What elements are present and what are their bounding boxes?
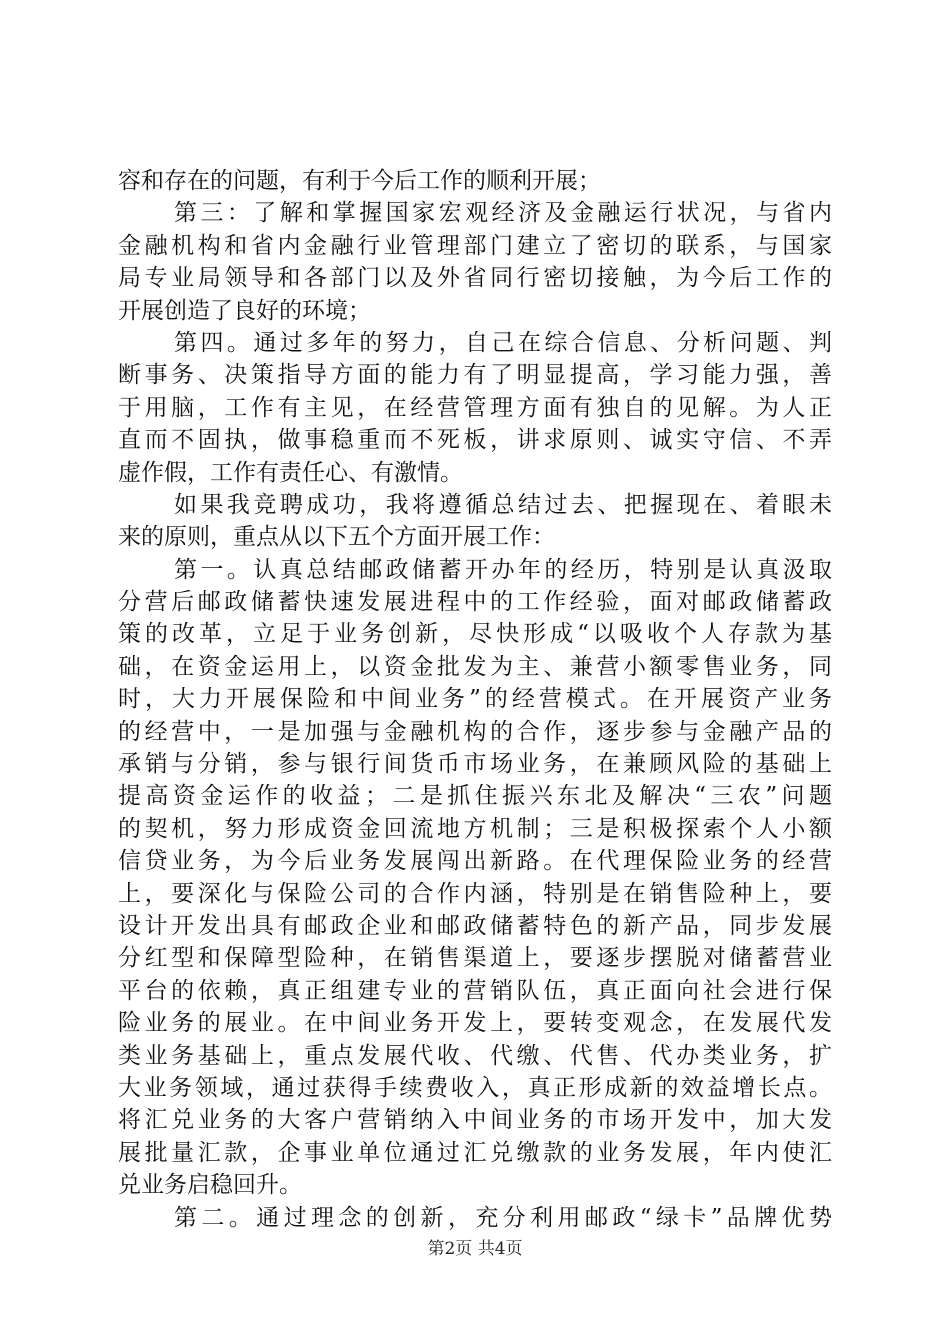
text-line: 承销与分销，参与银行间货币市场业务，在兼顾风险的基础上	[118, 751, 832, 778]
text-line: 第一。认真总结邮政储蓄开办年的经历，特别是认真汲取	[174, 556, 832, 583]
text-line: 第二。通过理念的创新，充分利用邮政“绿卡”品牌优势	[174, 1204, 832, 1231]
text-line: 信贷业务，为今后业务发展闯出新路。在代理保险业务的经营	[118, 848, 832, 875]
text-line: 策的改革，立足于业务创新，尽快形成“以吸收个人存款为基	[118, 621, 832, 648]
text-line: 设计开发出具有邮政企业和邮政储蓄特色的新产品，同步发展	[118, 912, 832, 939]
text-line: 险业务的展业。在中间业务开发上，要转变观念，在发展代发	[118, 1010, 832, 1037]
text-line: 断事务、决策指导方面的能力有了明显提高，学习能力强，善	[118, 362, 832, 389]
text-line: 于用脑，工作有主见，在经营管理方面有独自的见解。为人正	[118, 394, 832, 421]
text-line: 虚作假，工作有责任心、有激情。	[118, 459, 463, 486]
text-line: 上，要深化与保险公司的合作内涵，特别是在销售险种上，要	[118, 880, 832, 907]
text-line: 将汇兑业务的大客户营销纳入中间业务的市场开发中，加大发	[118, 1107, 832, 1134]
text-line: 开展创造了良好的环境；	[118, 297, 371, 324]
page-footer: 第2页 共4页	[427, 1239, 523, 1259]
text-line: 础，在资金运用上，以资金批发为主、兼营小额零售业务，同	[118, 653, 832, 680]
text-line: 大业务领域，通过获得手续费收入，真正形成新的效益增长点。	[118, 1074, 832, 1101]
text-line: 局专业局领导和各部门以及外省同行密切接触，为今后工作的	[118, 265, 832, 292]
text-line: 兑业务启稳回升。	[118, 1172, 302, 1199]
text-line: 时，大力开展保险和中间业务”的经营模式。在开展资产业务	[118, 686, 832, 713]
text-line: 金融机构和省内金融行业管理部门建立了密切的联系，与国家	[118, 232, 832, 259]
document-body	[118, 165, 832, 1234]
text-line: 如果我竞聘成功，我将遵循总结过去、把握现在、着眼未	[174, 491, 832, 518]
text-line: 提高资金运作的收益；二是抓住振兴东北及解决“三农”问题	[118, 783, 832, 810]
text-line: 第四。通过多年的努力，自己在综合信息、分析问题、判	[174, 329, 832, 356]
text-line: 的契机，努力形成资金回流地方机制；三是积极探索个人小额	[118, 815, 832, 842]
text-line: 分红型和保障型险种，在销售渠道上，要逐步摆脱对储蓄营业	[118, 945, 832, 972]
text-line: 直而不固执，做事稳重而不死板，讲求原则、诚实守信、不弄	[118, 427, 832, 454]
text-line: 分营后邮政储蓄快速发展进程中的工作经验，面对邮政储蓄政	[118, 589, 832, 616]
text-line: 容和存在的问题，有利于今后工作的顺利开展；	[118, 168, 601, 194]
text-line: 类业务基础上，重点发展代收、代缴、代售、代办类业务，扩	[118, 1042, 832, 1069]
text-line: 第三：了解和掌握国家宏观经济及金融运行状况，与省内	[174, 200, 832, 227]
text-line: 展批量汇款，企事业单位通过汇兑缴款的业务发展，年内使汇	[118, 1139, 832, 1166]
text-line: 的经营中，一是加强与金融机构的合作，逐步参与金融产品的	[118, 718, 832, 745]
text-line: 平台的依赖，真正组建专业的营销队伍，真正面向社会进行保	[118, 977, 832, 1004]
text-line: 来的原则，重点从以下五个方面开展工作：	[118, 524, 555, 551]
